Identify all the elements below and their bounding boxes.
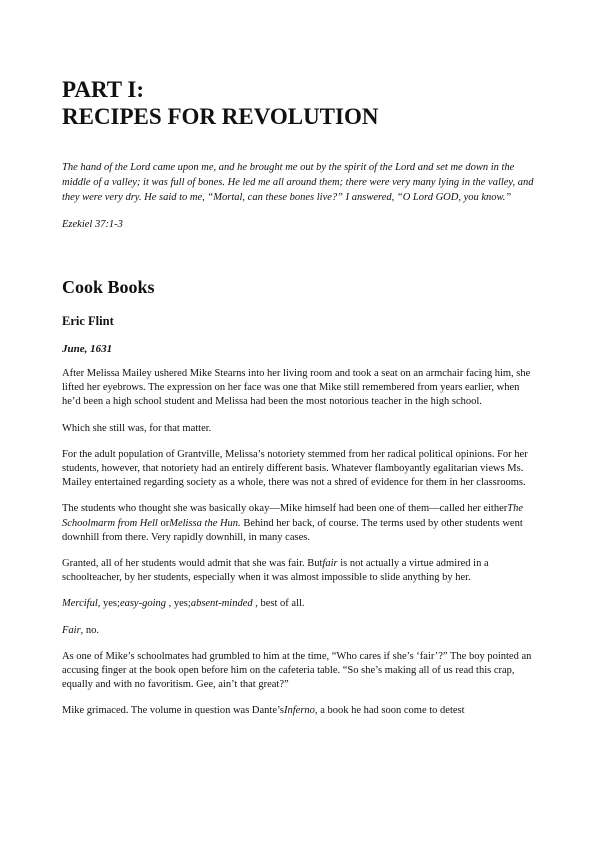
paragraph-6-text-f: , best of all. bbox=[252, 598, 305, 610]
story-title: Cook Books bbox=[62, 277, 155, 297]
paragraph-4-text-e: Behind her back, of course. The terms used by other students went downhill from there. Very rapidly downhill, in many cases. bbox=[62, 517, 523, 543]
story-author: Eric Flint bbox=[62, 314, 114, 328]
paragraph-5 bbox=[62, 557, 538, 585]
paragraph-3: For the adult population of Grantville, Melissa’s notoriety stemmed from her radical political opinions. For her students, however, that notoriety had an entirely different basis. Whatever flamboyantly egalitarian views Ms. Mailey entertained regarding society as a whole, there was not a shred of evidence for them in her classrooms. bbox=[62, 448, 528, 489]
story-dateline: June, 1631 bbox=[62, 343, 113, 355]
paragraph-8: As one of Mike’s schoolmates had grumbled to him at the time, “Who cares if she’s ‘fair’?” The boy pointed an accusing finger at the book open before him on the cafeteria table. “So she’s making all of us read this crap, equally and with no favoritism. Gee, ain’t that great?” bbox=[62, 650, 532, 691]
paragraph-9 bbox=[62, 704, 538, 718]
paragraph-4-italic-d: Melissa the Hun. bbox=[169, 517, 241, 529]
paragraph-9-italic-b: Inferno, bbox=[284, 705, 318, 717]
part-title-line-2: RECIPES FOR REVOLUTION bbox=[62, 104, 379, 129]
paragraph-1: After Melissa Mailey ushered Mike Stearns into her living room and took a seat on an armchair facing him, she lifted her eyebrows. The expression on her face was one that Mike still remembered from years earlier, when he’d been a high school student and Melissa had been the most notorious teacher in the high school. bbox=[62, 368, 531, 408]
paragraph-4 bbox=[62, 502, 538, 545]
paragraph-6-italic-a: Merciful bbox=[62, 598, 98, 610]
epigraph-citation: Ezekiel 37:1-3 bbox=[62, 219, 123, 230]
paragraph-4-text-a: The students who thought she was basically okay—Mike himself had been one of them—called her either bbox=[62, 503, 508, 515]
part-title bbox=[62, 76, 538, 130]
paragraph-7-text-b: , no. bbox=[80, 624, 100, 636]
story-body bbox=[62, 367, 538, 719]
paragraph-7 bbox=[62, 624, 538, 638]
paragraph-6-text-d: , yes; bbox=[166, 598, 191, 610]
paragraph-9-text-c: a book he had soon come to detest bbox=[317, 705, 465, 717]
paragraph-6 bbox=[62, 597, 538, 611]
paragraph-4-italic-b: The Schoolmarm from Hell bbox=[62, 503, 524, 529]
epigraph-text: The hand of the Lord came upon me, and he brought me out by the spirit of the Lord and set me down in the middle of a valley; it was full of bones. He led me all around them; there were very many lying in the valley, and they were very dry. He said to me, “Mortal, can these bones live?” I answered, “O Lord GOD, you know.” bbox=[62, 162, 534, 203]
paragraph-5-italic-b: fair bbox=[322, 558, 338, 570]
part-title-line-1: PART I: bbox=[62, 77, 145, 102]
paragraph-5-text-a: Granted, all of her students would admit that she was fair. But bbox=[62, 558, 323, 570]
paragraph-9-text-a: Mike grimaced. The volume in question was Dante’s bbox=[62, 705, 285, 717]
paragraph-6-text-b: , yes; bbox=[97, 598, 120, 610]
paragraph-2: Which she still was, for that matter. bbox=[62, 422, 212, 434]
paragraph-7-italic-a: Fair bbox=[62, 624, 81, 636]
paragraph-6-italic-c: easy-going bbox=[119, 598, 167, 610]
paragraph-5-text-c: is not actually a virtue admired in a schoolteacher, by her students, especially when it was almost impossible to slide anything by her. bbox=[62, 558, 489, 584]
epigraph bbox=[62, 160, 538, 232]
paragraph-6-italic-e: absent-minded bbox=[190, 598, 253, 610]
paragraph-4-text-c: or bbox=[157, 517, 170, 529]
